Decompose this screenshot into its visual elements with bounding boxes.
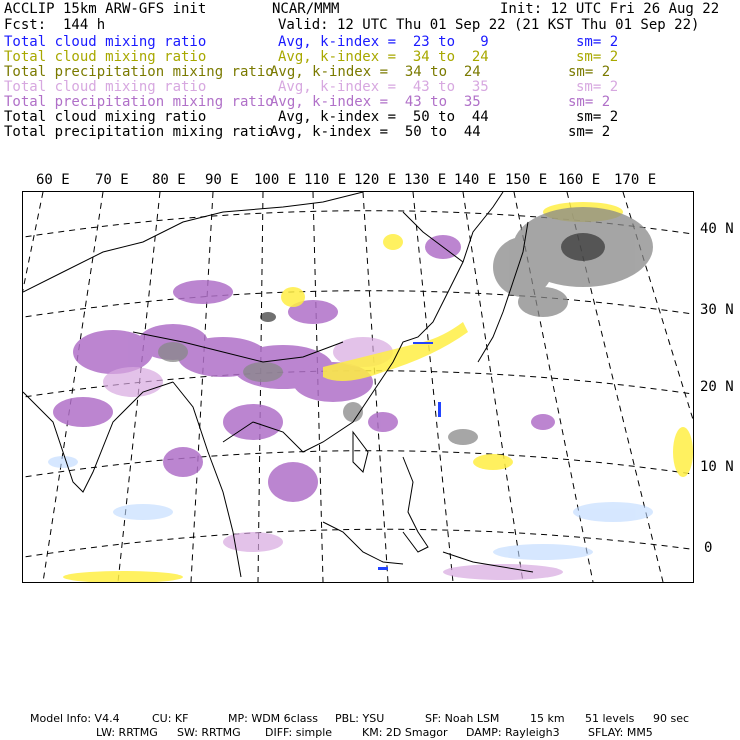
- legend-avg-6: Avg, k-index = 50 to 44: [278, 109, 489, 125]
- legend-avg-4: Avg, k-index = 43 to 35: [278, 79, 489, 95]
- lat-label-10n: 10 N: [700, 459, 734, 475]
- legend-sm-6: sm= 2: [576, 109, 619, 125]
- footer-resolution: 15 km: [530, 712, 565, 725]
- footer-lw: LW: RRTMG: [96, 726, 158, 739]
- map-panel: [22, 191, 694, 583]
- footer-sflay: SFLAY: MM5: [588, 726, 653, 739]
- lon-label-140e: 140 E: [454, 172, 497, 188]
- legend-sm-2: sm= 2: [576, 49, 619, 65]
- blue-field-patches: [378, 342, 441, 570]
- lon-label-90e: 90 E: [205, 172, 239, 188]
- lon-label-170e: 170 E: [614, 172, 657, 188]
- footer-model-info: Model Info: V4.4: [30, 712, 120, 725]
- legend-avg-2: Avg, k-index = 34 to 24: [278, 49, 489, 65]
- lat-label-0: 0: [704, 540, 713, 556]
- footer-cu: CU: KF: [152, 712, 189, 725]
- legend-field-2: Total cloud mixing ratio: [4, 49, 207, 65]
- legend-field-4: Total cloud mixing ratio: [4, 79, 207, 95]
- lon-label-70e: 70 E: [95, 172, 129, 188]
- legend-sm-1: sm= 2: [576, 34, 619, 50]
- legend-field-3: Total precipitation mixing ratio: [4, 64, 274, 80]
- legend-avg-7: Avg, k-index = 50 to 44: [270, 124, 481, 140]
- footer-pbl: PBL: YSU: [335, 712, 385, 725]
- legend-sm-3: sm= 2: [568, 64, 611, 80]
- legend-avg-1: Avg, k-index = 23 to 9: [278, 34, 489, 50]
- footer-timestep: 90 sec: [653, 712, 690, 725]
- footer-levels: 51 levels: [585, 712, 635, 725]
- footer-sf: SF: Noah LSM: [425, 712, 500, 725]
- valid-time: Valid: 12 UTC Thu 01 Sep 22 (21 KST Thu 01 Sep 22): [278, 17, 700, 33]
- lon-label-60e: 60 E: [36, 172, 70, 188]
- lat-label-30n: 30 N: [700, 302, 734, 318]
- lat-label-20n: 20 N: [700, 379, 734, 395]
- model-title: ACCLIP 15km ARW-GFS init: [4, 1, 207, 17]
- forecast-hour: Fcst: 144 h: [4, 17, 106, 33]
- lon-label-150e: 150 E: [505, 172, 548, 188]
- map-canvas: [23, 192, 693, 582]
- footer-km: KM: 2D Smagor: [362, 726, 448, 739]
- lon-label-80e: 80 E: [152, 172, 186, 188]
- legend-field-6: Total cloud mixing ratio: [4, 109, 207, 125]
- lon-label-110e: 110 E: [304, 172, 347, 188]
- legend-field-7: Total precipitation mixing ratio: [4, 124, 274, 140]
- init-time: Init: 12 UTC Fri 26 Aug 22: [500, 1, 720, 17]
- lon-label-100e: 100 E: [254, 172, 297, 188]
- legend-avg-3: Avg, k-index = 34 to 24: [270, 64, 481, 80]
- lon-label-160e: 160 E: [558, 172, 601, 188]
- legend-sm-7: sm= 2: [568, 124, 611, 140]
- legend-sm-5: sm= 2: [568, 94, 611, 110]
- center-label: NCAR/MMM: [272, 1, 340, 17]
- lat-label-40n: 40 N: [700, 221, 734, 237]
- lon-label-130e: 130 E: [404, 172, 447, 188]
- legend-field-1: Total cloud mixing ratio: [4, 34, 207, 50]
- lon-label-120e: 120 E: [354, 172, 397, 188]
- footer-damp: DAMP: Rayleigh3: [466, 726, 560, 739]
- legend-field-5: Total precipitation mixing ratio: [4, 94, 274, 110]
- legend-sm-4: sm= 2: [576, 79, 619, 95]
- footer-diff: DIFF: simple: [265, 726, 333, 739]
- legend-avg-5: Avg, k-index = 43 to 35: [270, 94, 481, 110]
- footer-mp: MP: WDM 6class: [228, 712, 318, 725]
- light-blue-field-patches: [48, 456, 653, 560]
- footer-sw: SW: RRTMG: [177, 726, 241, 739]
